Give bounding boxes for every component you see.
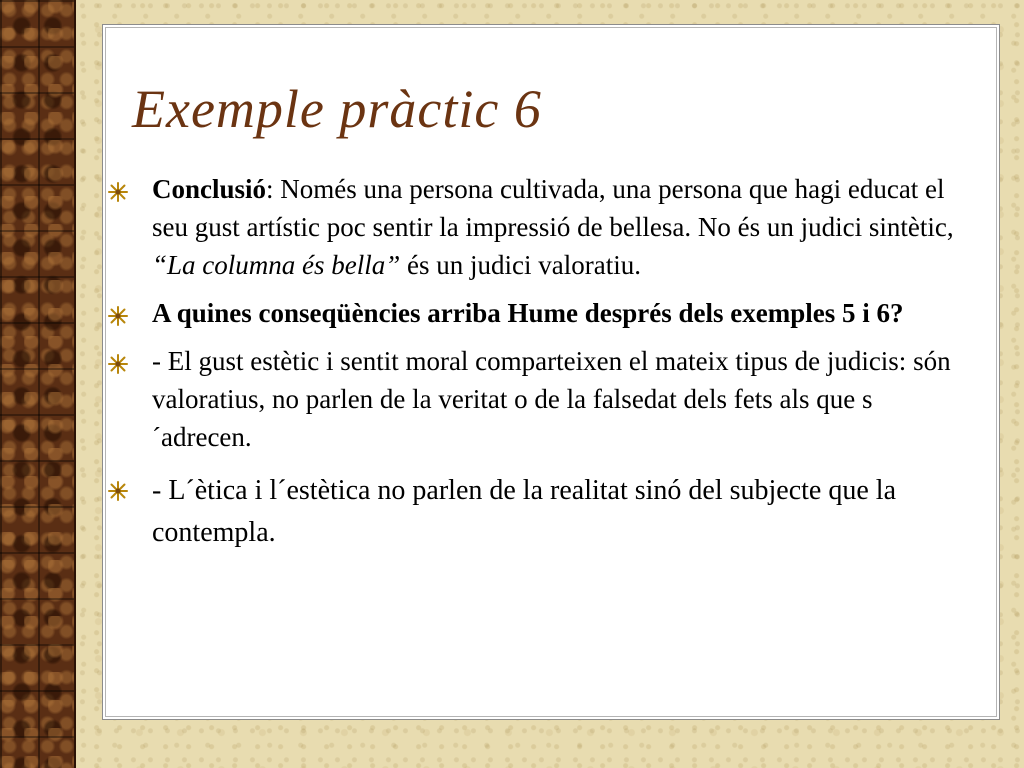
conclusion-text-end: és un judici valoratiu. xyxy=(400,250,641,280)
bullet-item-question xyxy=(108,294,968,332)
bullet-list xyxy=(108,170,968,554)
starburst-bullet-icon xyxy=(108,481,128,501)
bullet-item-taste-judgment xyxy=(108,342,968,456)
bullet-item-ethics-aesthetics xyxy=(108,470,968,554)
conclusion-label: Conclusió xyxy=(152,174,267,204)
decorative-wood-border xyxy=(0,0,76,768)
starburst-bullet-icon xyxy=(108,306,128,326)
conclusion-text: : Només una persona cultivada, una persona que hagi educat el seu gust artístic poc sentir la impressió de bellesa. No és un judici sintètic, xyxy=(152,174,954,242)
taste-judgment-text: - El gust estètic i sentit moral comparteixen el mateix tipus de judicis: són valoratius, no parlen de la veritat o de la falsedat dels fets als que s´adrecen. xyxy=(152,346,951,452)
ethics-aesthetics-text: - L´ètica i l´estètica no parlen de la realitat sinó del subjecte que la contempla. xyxy=(152,475,896,548)
slide-title: Exemple pràctic 6 xyxy=(132,79,542,139)
quoted-judgment: “La columna és bella” xyxy=(152,250,401,280)
starburst-bullet-icon xyxy=(108,182,128,202)
question-text: A quines conseqüències arriba Hume després dels exemples 5 i 6? xyxy=(152,298,904,328)
starburst-bullet-icon xyxy=(108,354,128,374)
bullet-item-conclusion xyxy=(108,170,968,284)
